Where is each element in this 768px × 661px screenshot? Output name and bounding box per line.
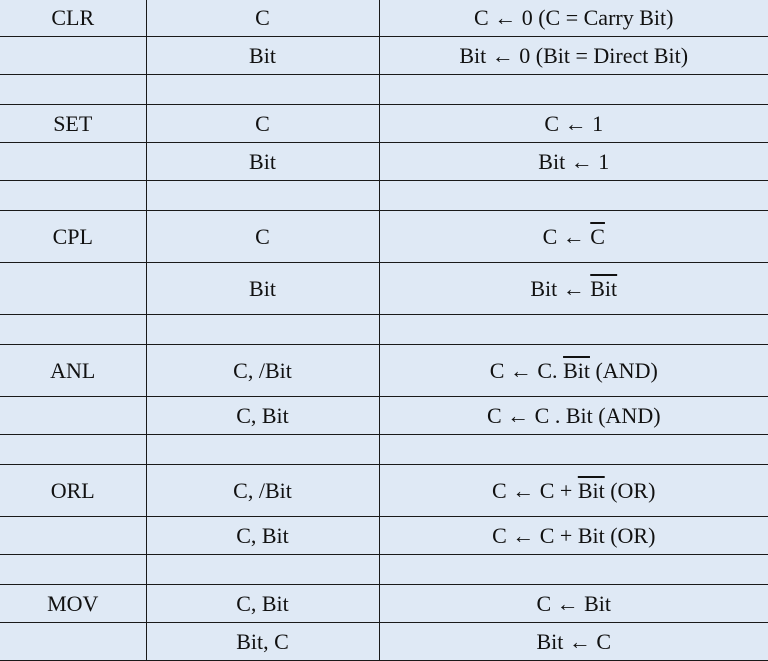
operation-cell: [379, 37, 768, 75]
complement-text: $\overline{Bit}$: [577, 477, 605, 503]
operand-cell: C, Bit: [146, 397, 379, 435]
mnemonic-cell: [0, 623, 146, 661]
empty-cell: [0, 315, 146, 345]
operation-text: Bit ←: [530, 275, 591, 301]
complement-text: $\overline{C}$: [590, 223, 605, 249]
operation-cell: [379, 143, 768, 181]
operation-text: C ← 0 (C = Carry Bit): [474, 4, 674, 30]
empty-cell: [379, 181, 768, 211]
spacer-row: [0, 435, 768, 465]
operation-text: C ← C + Bit (OR): [492, 522, 656, 548]
operand-cell: Bit: [146, 143, 379, 181]
mnemonic-cell: CPL: [0, 211, 146, 263]
table-row: [0, 211, 768, 263]
operation-text: C ← C +: [492, 477, 578, 503]
mnemonic-cell: MOV: [0, 585, 146, 623]
mnemonic-cell: [0, 397, 146, 435]
operation-cell: [379, 465, 768, 517]
operation-text: C ←: [542, 223, 591, 249]
operand-cell: Bit: [146, 37, 379, 75]
empty-cell: [146, 555, 379, 585]
table-row: [0, 263, 768, 315]
operation-text: Bit ← 1: [538, 148, 610, 174]
operation-cell: [379, 585, 768, 623]
table-row: [0, 143, 768, 181]
operation-cell: [379, 263, 768, 315]
empty-cell: [379, 555, 768, 585]
mnemonic-cell: CLR: [0, 0, 146, 37]
operation-text: Bit ← C: [536, 628, 612, 654]
complement-text: $\overline{Bit}$: [563, 357, 590, 383]
operation-cell: [379, 517, 768, 555]
table-row: [0, 585, 768, 623]
table-row: [0, 517, 768, 555]
operand-cell: C: [146, 105, 379, 143]
operation-text: C ← 1: [544, 110, 604, 136]
table-row: [0, 623, 768, 661]
table-row: [0, 0, 768, 37]
table-row: [0, 37, 768, 75]
operation-cell: [379, 211, 768, 263]
operand-cell: Bit: [146, 263, 379, 315]
empty-cell: [0, 555, 146, 585]
operand-cell: Bit, C: [146, 623, 379, 661]
operand-cell: C, /Bit: [146, 465, 379, 517]
table-row: [0, 105, 768, 143]
spacer-row: [0, 315, 768, 345]
empty-cell: [379, 315, 768, 345]
operation-cell: [379, 345, 768, 397]
operation-text: (AND): [589, 357, 658, 383]
mnemonic-cell: [0, 517, 146, 555]
operand-cell: C, /Bit: [146, 345, 379, 397]
operation-cell: [379, 397, 768, 435]
table-row: [0, 345, 768, 397]
empty-cell: [379, 435, 768, 465]
table-row: [0, 465, 768, 517]
empty-cell: [0, 435, 146, 465]
spacer-row: [0, 181, 768, 211]
empty-cell: [0, 181, 146, 211]
empty-cell: [379, 75, 768, 105]
mnemonic-cell: [0, 143, 146, 181]
operand-cell: C: [146, 0, 379, 37]
operation-cell: [379, 105, 768, 143]
empty-cell: [146, 75, 379, 105]
operation-text: C ← C . Bit (AND): [486, 402, 661, 428]
empty-cell: [146, 435, 379, 465]
empty-cell: [146, 315, 379, 345]
operation-text: (OR): [604, 477, 656, 503]
mnemonic-cell: [0, 37, 146, 75]
mnemonic-cell: ANL: [0, 345, 146, 397]
table-row: [0, 397, 768, 435]
operation-text: C ← Bit: [536, 590, 612, 616]
operand-cell: C, Bit: [146, 585, 379, 623]
spacer-row: [0, 75, 768, 105]
operation-text: Bit ← 0 (Bit = Direct Bit): [459, 42, 689, 68]
mnemonic-cell: [0, 263, 146, 315]
empty-cell: [0, 75, 146, 105]
mnemonic-cell: SET: [0, 105, 146, 143]
complement-text: $\overline{Bit}$: [590, 275, 618, 301]
empty-cell: [146, 181, 379, 211]
operation-cell: [379, 0, 768, 37]
operation-cell: [379, 623, 768, 661]
operation-text: C ← C.: [489, 357, 564, 383]
operand-cell: C, Bit: [146, 517, 379, 555]
mnemonic-cell: ORL: [0, 465, 146, 517]
operand-cell: C: [146, 211, 379, 263]
spacer-row: [0, 555, 768, 585]
